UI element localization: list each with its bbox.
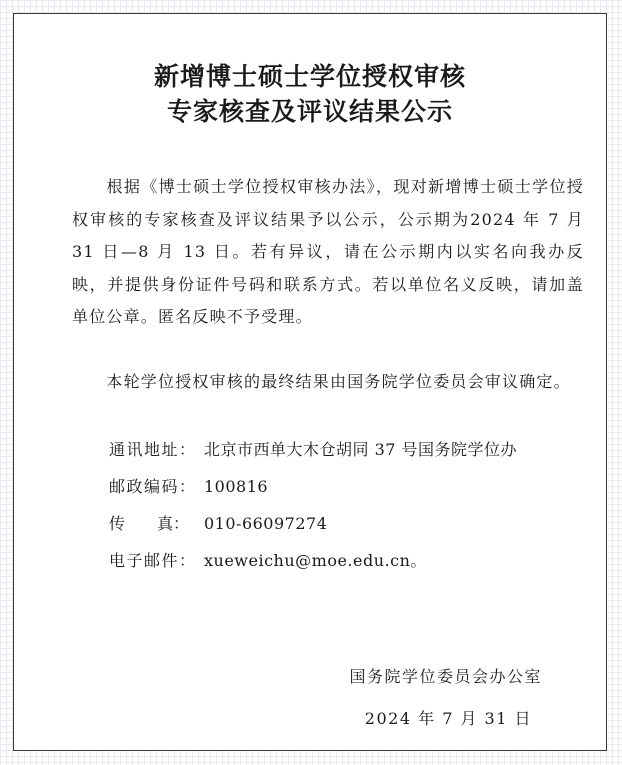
contact-address	[109, 431, 589, 468]
paragraph-notice	[72, 171, 584, 334]
contact-address-label: 通讯地址：	[109, 440, 197, 459]
notice-document	[13, 13, 607, 751]
paragraph-notice-text: 根据《博士硕士学位授权审核办法》，现对新增博士硕士学位授权审核的专家核查及评议结果予以公示，公示期为2024 年 7 月 31 日—8 月 13 日。若有异议，请在公示期内以实名向我办反映，并提供身份证件号码和联系方式。若以单位名义反映，请加盖单位公章。匿名反映不予受理。	[72, 177, 584, 326]
contact-list	[109, 431, 589, 579]
title-line-1: 新增博士硕士学位授权审核	[153, 62, 466, 91]
title-line-2: 专家核查及评议结果公示	[166, 97, 453, 126]
contact-fax-value: 010-66097274	[204, 514, 328, 533]
signoff-date: 2024 年 7 月 31 日	[364, 709, 532, 728]
contact-postcode	[109, 468, 589, 505]
paragraph-final-result-text: 本轮学位授权审核的最终结果由国务院学位委员会审议确定。	[106, 372, 571, 391]
contact-fax-label: 传 真：	[109, 514, 190, 533]
contact-fax	[109, 505, 589, 542]
contact-postcode-label: 邮政编码：	[109, 477, 197, 496]
contact-postcode-value: 100816	[204, 477, 269, 496]
contact-email-label: 电子邮件：	[109, 551, 197, 570]
contact-email-value[interactable]: xueweichu@moe.edu.cn。	[204, 551, 427, 570]
signoff	[349, 656, 542, 740]
contact-email	[109, 542, 589, 579]
signoff-organization: 国务院学位委员会办公室	[349, 667, 542, 686]
paragraph-final-result	[72, 366, 584, 399]
contact-address-value: 北京市西单大木仓胡同 37 号国务院学位办	[204, 440, 518, 459]
